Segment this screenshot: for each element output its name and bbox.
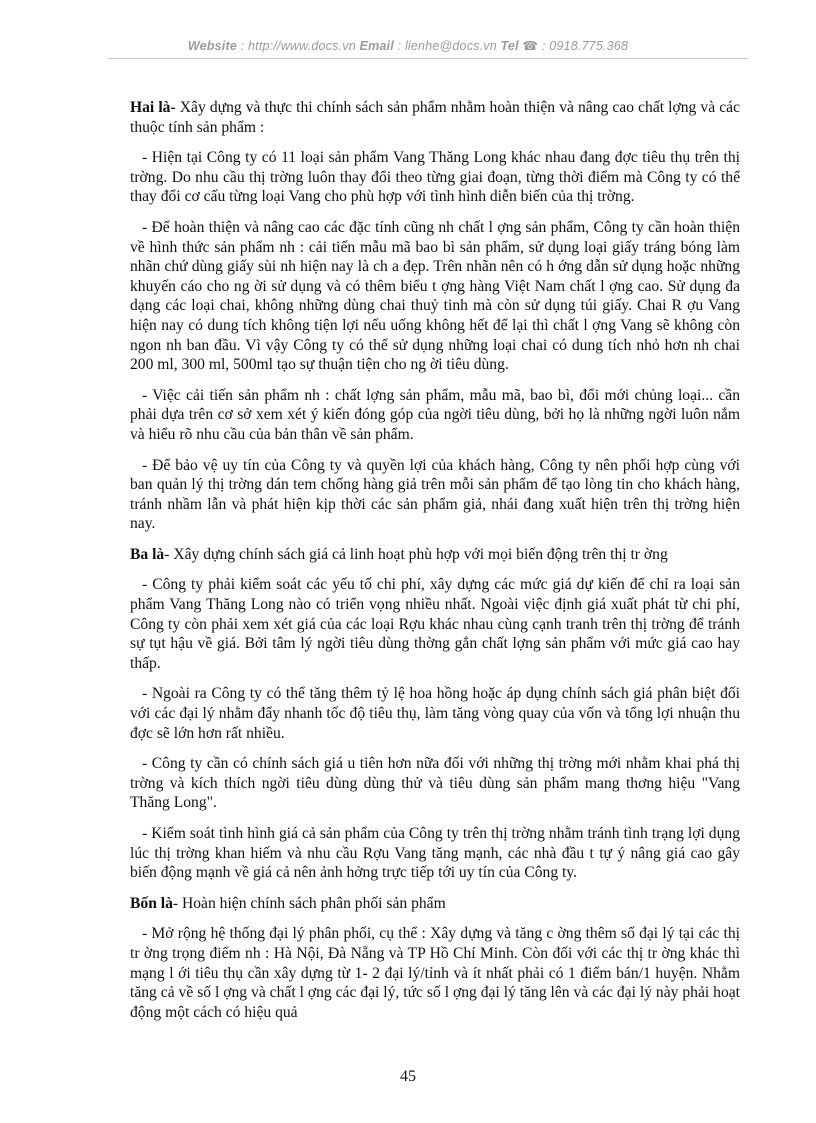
paragraph <box>130 824 740 883</box>
paragraph-text: - Công ty cần có chính sách giá u tiên hơn nữa đối với những thị trờng mới nhằm khai phá thị trờng và kích thích ngời tiêu dùng dùng thử và tiêu dùng sản phẩm mang thơng hiệu "Vang Thăng Long". <box>130 755 740 812</box>
website-label: Website <box>187 39 237 53</box>
paragraph <box>130 754 740 813</box>
paragraph-text: Xây dựng và thực thi chính sách sản phẩm nhằm hoàn thiện và nâng cao chất lợng và các thuộc tính sản phẩm : <box>130 99 740 136</box>
paragraph <box>130 218 740 375</box>
paragraph <box>130 684 740 743</box>
section-lead: Ba là <box>130 545 165 563</box>
paragraph-text: - Xây dựng chính sách giá cả linh hoạt phù hợp với mọi biến động trên thị tr ờng <box>164 545 668 563</box>
tel-label: Tel ☎ <box>500 39 539 53</box>
section-lead: Hai là- <box>130 99 176 116</box>
document-body <box>130 98 740 1033</box>
paragraph-text: - Công ty phải kiểm soát các yếu tố chi phí, xây dựng các mức giá dự kiến để chỉ ra loại sản phẩm Vang Thăng Long nào có triển vọng nhiều nhất. Ngoài việc định giá xuất phát từ chi phí, Công ty còn phải xem xét giá của các loại Rợu khác nhau cùng cạnh tranh trên thị trờng để tránh sự tụt hậu về giá. Bởi tâm lý ngời tiêu dùng thờng gắn chất lợng sản phẩm với mức giá cao hay thấp. <box>130 576 740 672</box>
paragraph-text: - Để hoàn thiện và nâng cao các đặc tính cũng nh chất l ợng sản phẩm, Công ty cần hoàn thiện về hình thức sản phẩm nh : cải tiến mẫu mã bao bì sản phẩm, sử dụng loại giấy tráng bóng làm nhãn chứ dùng giấy sùi nh hiện nay là ch a đẹp. Trên nhãn nên có h ớng dẫn sử dụng hoặc những khuyến cáo cho ng ời sử dụng và có thêm biểu t ợng hàng Việt Nam chất l ợng cao. Sử dụng đa dạng các loại chai, không những dùng chai thuỷ tinh mà còn sử dụng túi giấy. Chai R ợu Vang hiện nay có dung tích không tiện lợi nếu uống không hết để lại thì chất l ợng Vang sẽ không còn ngon nh ban đầu. Vì vậy Công ty có thể sử dụng những loại chai có dung tích nhỏ hơn nh chai 200 ml, 300 ml, 500ml tạo sự thuận tiện cho ng ời tiêu dùng. <box>130 218 740 374</box>
paragraph-text: - Ngoài ra Công ty có thể tăng thêm tỷ lệ hoa hồng hoặc áp dụng chính sách giá phân biệt đối với các đại lý nhằm đẩy nhanh tốc độ tiêu thụ, làm tăng vòng quay của vốn và tổng lợi nhuận thu đợc sẽ lớn hơn rất nhiều. <box>130 685 740 742</box>
section-lead: Bốn là <box>130 894 173 912</box>
header-divider <box>108 58 748 59</box>
paragraph-ba-la <box>130 545 740 565</box>
website-value: : http://www.docs.vn <box>240 39 356 53</box>
paragraph <box>130 148 740 207</box>
paragraph <box>130 456 740 534</box>
page-number: 45 <box>400 1068 416 1085</box>
email-value: : lienhe@docs.vn <box>397 39 497 53</box>
paragraph-text: - Việc cải tiến sản phẩm nh : chất lợng sản phẩm, mẫu mã, bao bì, đổi mới chủng loại... cần phải dựa trên cơ sở xem xét ý kiến đóng góp của ngời tiêu dùng, bởi họ là những ngời luôn nắm và hiểu rõ nhu cầu của bản thân về sản phẩm. <box>130 386 740 443</box>
tel-value: : 0918.775.368 <box>541 39 629 53</box>
paragraph-hai-la <box>130 98 740 137</box>
paragraph-bon-la <box>130 894 740 914</box>
paragraph <box>130 575 740 673</box>
paragraph-text: - Để bảo vệ uy tín của Công ty và quyền lợi của khách hàng, Công ty nên phối hợp cùng với ban quản lý thị trờng dán tem chống hàng giả trên mỗi sản phẩm để tạo lòng tin cho khách hàng, tránh nhầm lẫn và phát hiện kịp thời các sản phẩm giả, nhái đang xuất hiện trên thị trờng hiện nay. <box>130 456 740 533</box>
email-label: Email <box>359 39 394 53</box>
paragraph-text: - Hoàn hiện chính sách phân phối sản phẩm <box>172 894 446 912</box>
paragraph-text: - Kiểm soát tình hình giá cả sản phẩm của Công ty trên thị trờng nhằm tránh tình trạng lợi dụng lúc thị trờng khan hiếm và nhu cầu Rợu Vang tăng mạnh, các nhà đầu t tự ý nâng giá cao gây biến động mạnh về giá cả nên ảnh hởng trực tiếp tới uy tín của Công ty. <box>130 825 740 882</box>
paragraph <box>130 386 740 445</box>
paragraph-text: - Mở rộng hệ thống đại lý phân phối, cụ thể : Xây dựng và tăng c ờng thêm số đại lý tại các thị tr ờng trọng điểm nh : Hà Nội, Đà Nẵng và TP Hồ Chí Minh. Còn đối với các thị tr ờng khác thì mạng l ới tiêu thụ cần xây dựng từ 1- 2 đại lý/tỉnh và ít nhất phải có 1 điểm bán/1 huyện. Nhằm tăng cả về số l ợng và chất l ợng các đại lý, tức số l ợng đại lý tăng lên và các đại lý này phải hoạt động một cách có hiệu quả <box>130 925 740 1021</box>
page-header <box>0 38 816 53</box>
paragraph <box>130 924 740 1022</box>
paragraph-text: - Hiện tại Công ty có 11 loại sản phẩm Vang Thăng Long khác nhau đang đợc tiêu thụ trên thị trờng. Do nhu cầu thị trờng luôn thay đổi theo từng giai đoạn, từng thời điểm mà Công ty có thể thay đổi cơ cấu từng loại Vang cho phù hợp với tình hình diễn biến của thị trờng. <box>130 149 740 206</box>
